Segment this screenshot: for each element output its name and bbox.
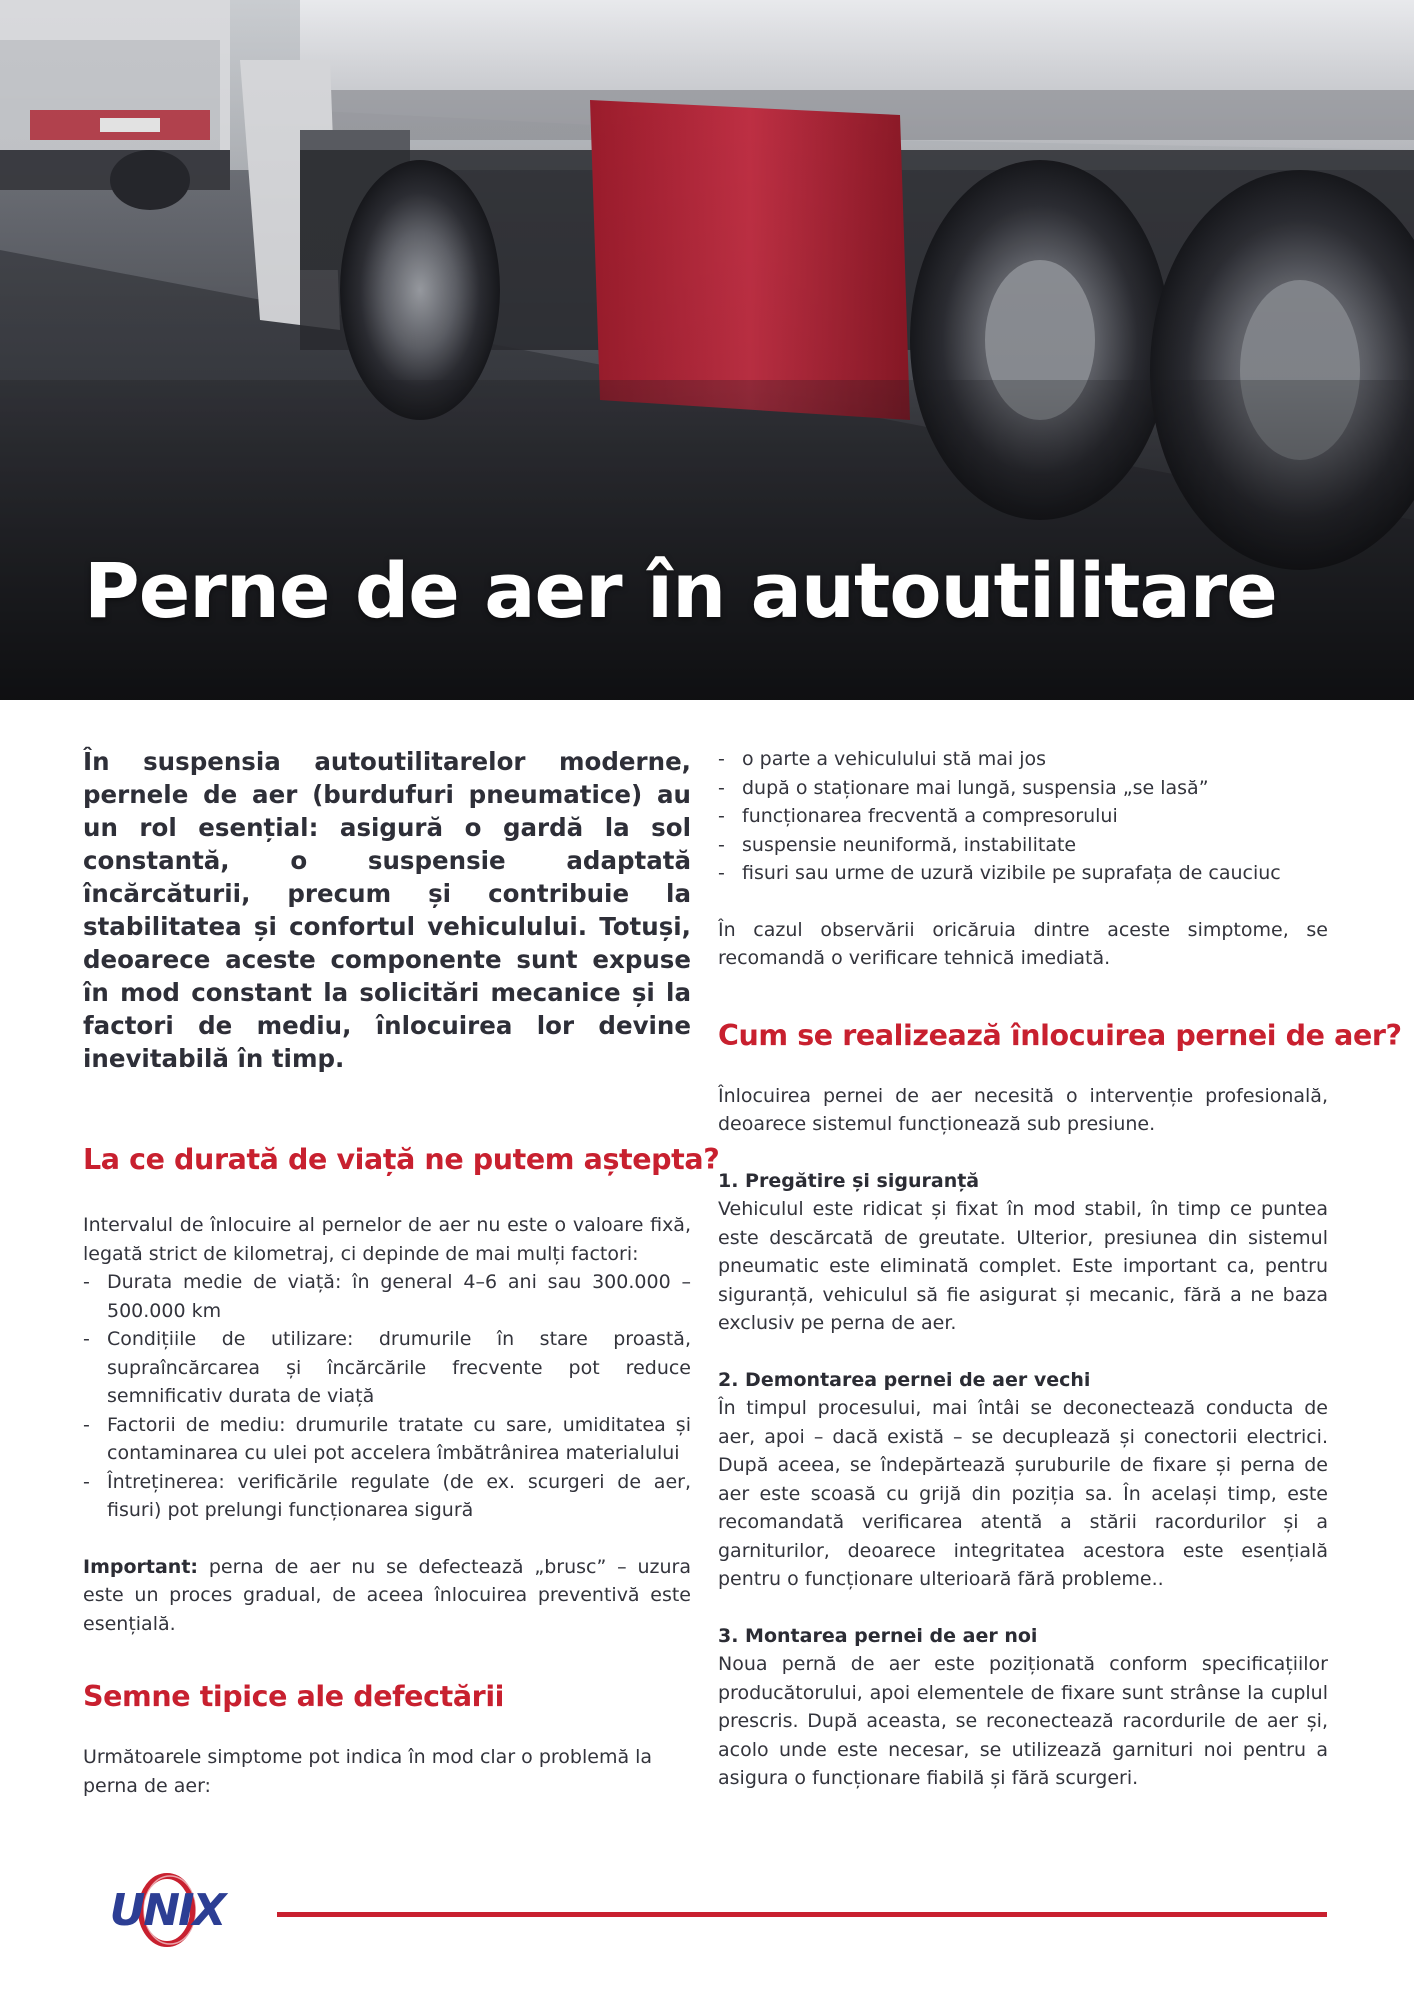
step-title: 3. Montarea pernei de aer noi [718,1624,1038,1647]
step-2 [718,1366,1328,1594]
important-label: Important: [83,1555,199,1578]
step-text: Vehiculul este ridicat și fixat în mod stabil, în timp ce puntea este descărcată de greutate. Ulterior, presiunea din sistemul pneumatic este eliminată complet. Este important ca, pentru siguranță, vehiculul să fie asigurat și mecanic, fără a ne baza exclusiv pe perna de aer. [718,1198,1328,1334]
step-text: În timpul procesului, mai întâi se deconectează conducta de aer, apoi – dacă există – se decuplează și conectorii electrici. După aceea, se îndepărtează șuruburile de fixare și perna de aer este scoasă cu grijă din poziția sa. În același timp, este recomandată verificarea atentă a stării racordurilor și a garniturilor, deoarece integritatea acestora este esențială pentru o funcționare ulterioară fără probleme.. [718,1397,1328,1590]
important-note [83,1553,691,1639]
list-item: - Factorii de mediu: drumurile tratate cu sare, umiditatea și contaminarea cu ulei pot accelera îmbătrânirea materialului [83,1411,691,1468]
list-item: - Durata medie de viață: în general 4–6 ani sau 300.000 – 500.000 km [83,1268,691,1325]
list-item: - suspensie neuniformă, instabilitate [718,831,1328,860]
replacement-paragraph: Înlocuirea pernei de aer necesită o intervenție profesională, deoarece sistemul funcționează sub presiune. [718,1084,1328,1135]
step-3 [718,1622,1328,1793]
important-text: perna de aer nu se defectează „brusc” – uzura este un proces gradual, de aceea înlocuirea preventivă este esențială. [83,1555,691,1635]
step-title: 1. Pregătire și siguranță [718,1169,980,1192]
lifespan-list [83,1268,691,1525]
list-item: - funcționarea frecventă a compresorului [718,802,1328,831]
list-item: - fisuri sau urme de uzură vizibile pe suprafața de cauciuc [718,859,1328,888]
hero-banner [0,0,1414,700]
step-text: Noua pernă de aer este poziționată conform specificațiilor producătorului, apoi elementele de fixare sunt strânse la cuplul prescris. După aceasta, se reconectează racordurile de aer și, acolo unde este necesar, se utilizează garnituri noi pentru a asigura o funcționare fiabilă și fără scurgeri. [718,1653,1328,1789]
replacement-heading: Cum se realizează înlocuirea pernei de aer? [718,1018,1402,1052]
intro-paragraph: În suspensia autoutilitarelor moderne, pernele de aer (burdufuri pneumatice) au un rol esențial: asigură o gardă la sol constantă, o suspensie adaptată încărcăturii, precum și contribuie la stabilitatea și confortul vehiculului. Totuși, deoarece aceste componente sunt expuse în mod constant la solicitări mecanice și la factori de mediu, înlocuirea lor devine inevitabilă în timp. [83,747,691,1073]
list-item: - o parte a vehiculului stă mai jos [718,745,1328,774]
signs-paragraph: Următoarele simptome pot indica în mod clar o problemă la perna de aer: [83,1746,653,1797]
lifespan-paragraph: Intervalul de înlocuire al pernelor de aer nu este o valoare fixă, legată strict de kilometraj, ci depinde de mai mulți factori: [83,1214,691,1265]
left-column [83,745,720,1800]
unix-logo [84,1872,250,1948]
step-title: 2. Demontarea pernei de aer vechi [718,1368,1091,1391]
recommendation-paragraph: În cazul observării oricăruia dintre aceste simptome, se recomandă o verificare tehnică imediată. [718,918,1328,969]
signs-heading: Semne tipice ale defectării [83,1680,505,1713]
list-item: - Condițiile de utilizare: drumurile în stare proastă, supraîncărcarea și încărcările frecvente pot reduce semnificativ durata de viață [83,1325,691,1411]
list-item: - după o staționare mai lungă, suspensia „se lasă” [718,774,1328,803]
list-item: - Întreținerea: verificările regulate (de ex. scurgeri de aer, fisuri) pot prelungi funcționarea sigură [83,1468,691,1525]
logo-text: UNIX [109,1885,225,1936]
right-column [718,745,1402,1793]
step-1 [718,1167,1328,1338]
footer-divider [277,1912,1327,1917]
page-title: Perne de aer în autoutilitare [84,546,1277,635]
symptoms-list [718,745,1328,888]
lifespan-heading: La ce durată de viață ne putem aștepta? [83,1143,720,1176]
